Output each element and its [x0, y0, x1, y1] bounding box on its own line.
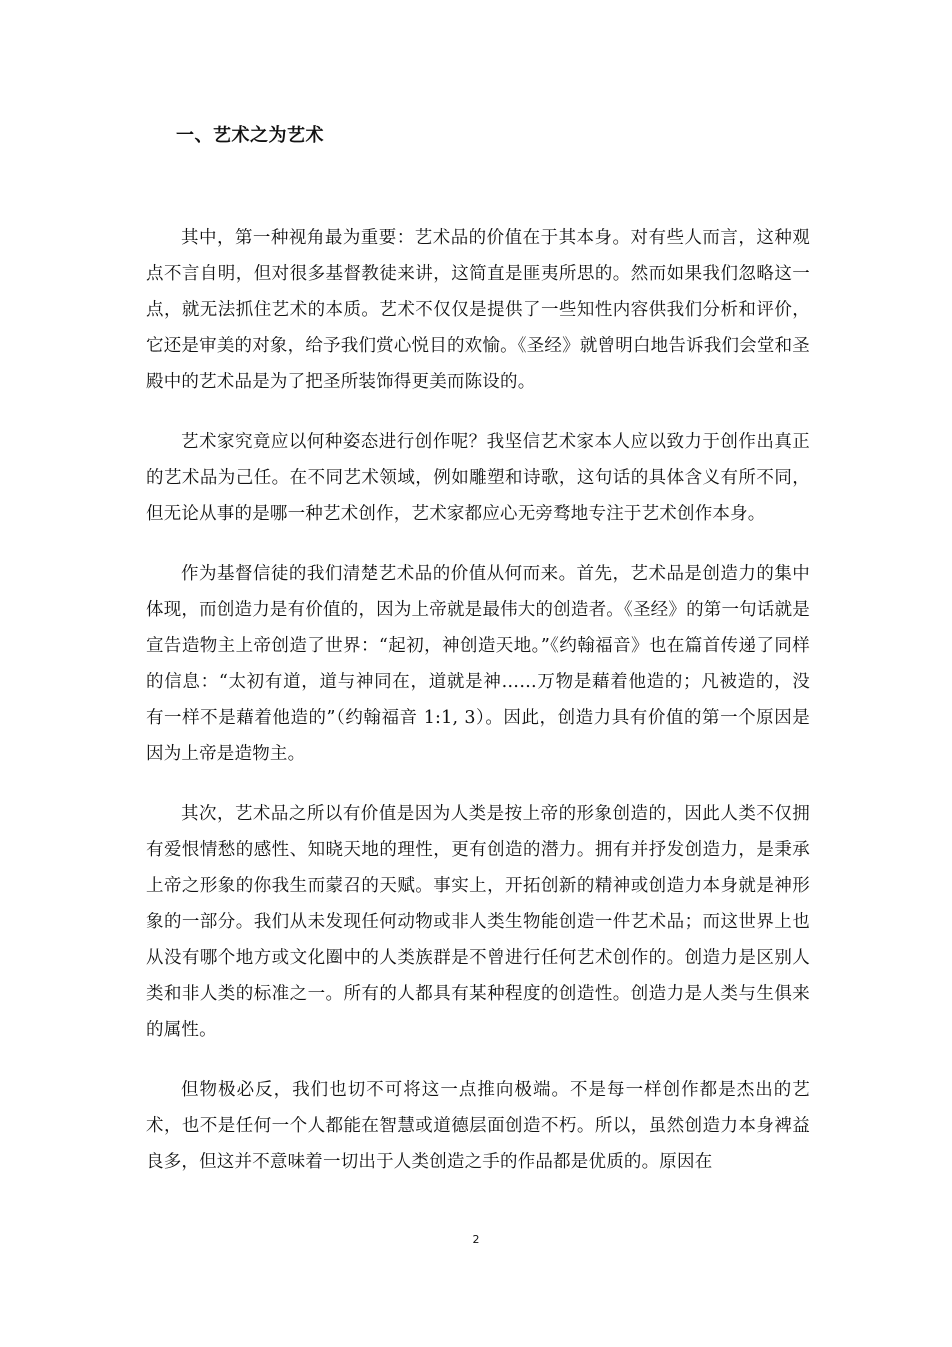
paragraph-1: 其中，第一种视角最为重要：艺术品的价值在于其本身。对有些人而言，这种观点不言自明，但对很多基督教徒来讲，这简直是匪夷所思的。然而如果我们忽略这一点，就无法抓住艺术的本质。艺术不仅仅是提供了一些知性内容供我们分析和评价，它还是审美的对象，给予我们赏心悦目的欢愉。《圣经》就曾明白地告诉我们会堂和圣殿中的艺术品是为了把圣所装饰得更美而陈设的。 — [146, 228, 810, 392]
paragraph-3: 作为基督信徒的我们清楚艺术品的价值从何而来。首先，艺术品是创造力的集中体现，而创造力是有价值的，因为上帝就是最伟大的创造者。《圣经》的第一句话就是宣告造物主上帝创造了世界：“起初，神创造天地。”《约翰福音》也在篇首传递了同样的信息：“太初有道，道与神同在，道就是神……万物是藉着他造的；凡被造的，没有一样不是藉着他造的”（约翰福音 1:1, 3）。因此，创造力具有价值的第一个原因是因为上帝是造物主。 — [146, 564, 810, 764]
section-heading: 一、艺术之为艺术 — [176, 125, 324, 146]
page-number: 2 — [472, 1233, 480, 1246]
paragraph-5: 但物极必反，我们也切不可将这一点推向极端。不是每一样创作都是杰出的艺术，也不是任何一个人都能在智慧或道德层面创造不朽。所以，虽然创造力本身裨益良多，但这并不意味着一切出于人类创造之手的作品都是优质的。原因在 — [146, 1080, 810, 1172]
paragraph-4: 其次，艺术品之所以有价值是因为人类是按上帝的形象创造的，因此人类不仅拥有爱恨情愁的感性、知晓天地的理性，更有创造的潜力。拥有并抒发创造力，是秉承上帝之形象的你我生而蒙召的天赋。事实上，开拓创新的精神或创造力本身就是神形象的一部分。我们从未发现任何动物或非人类生物能创造一件艺术品；而这世界上也从没有哪个地方或文化圈中的人类族群是不曾进行任何艺术创作的。创造力是区别人类和非人类的标准之一。所有的人都具有某种程度的创造性。创造力是人类与生俱来的属性。 — [146, 804, 810, 1040]
body-text — [146, 220, 810, 1204]
paragraph-2: 艺术家究竟应以何种姿态进行创作呢？我坚信艺术家本人应以致力于创作出真正的艺术品为己任。在不同艺术领域，例如雕塑和诗歌，这句话的具体含义有所不同，但无论从事的是哪一种艺术创作，艺术家都应心无旁骛地专注于艺术创作本身。 — [146, 432, 810, 524]
